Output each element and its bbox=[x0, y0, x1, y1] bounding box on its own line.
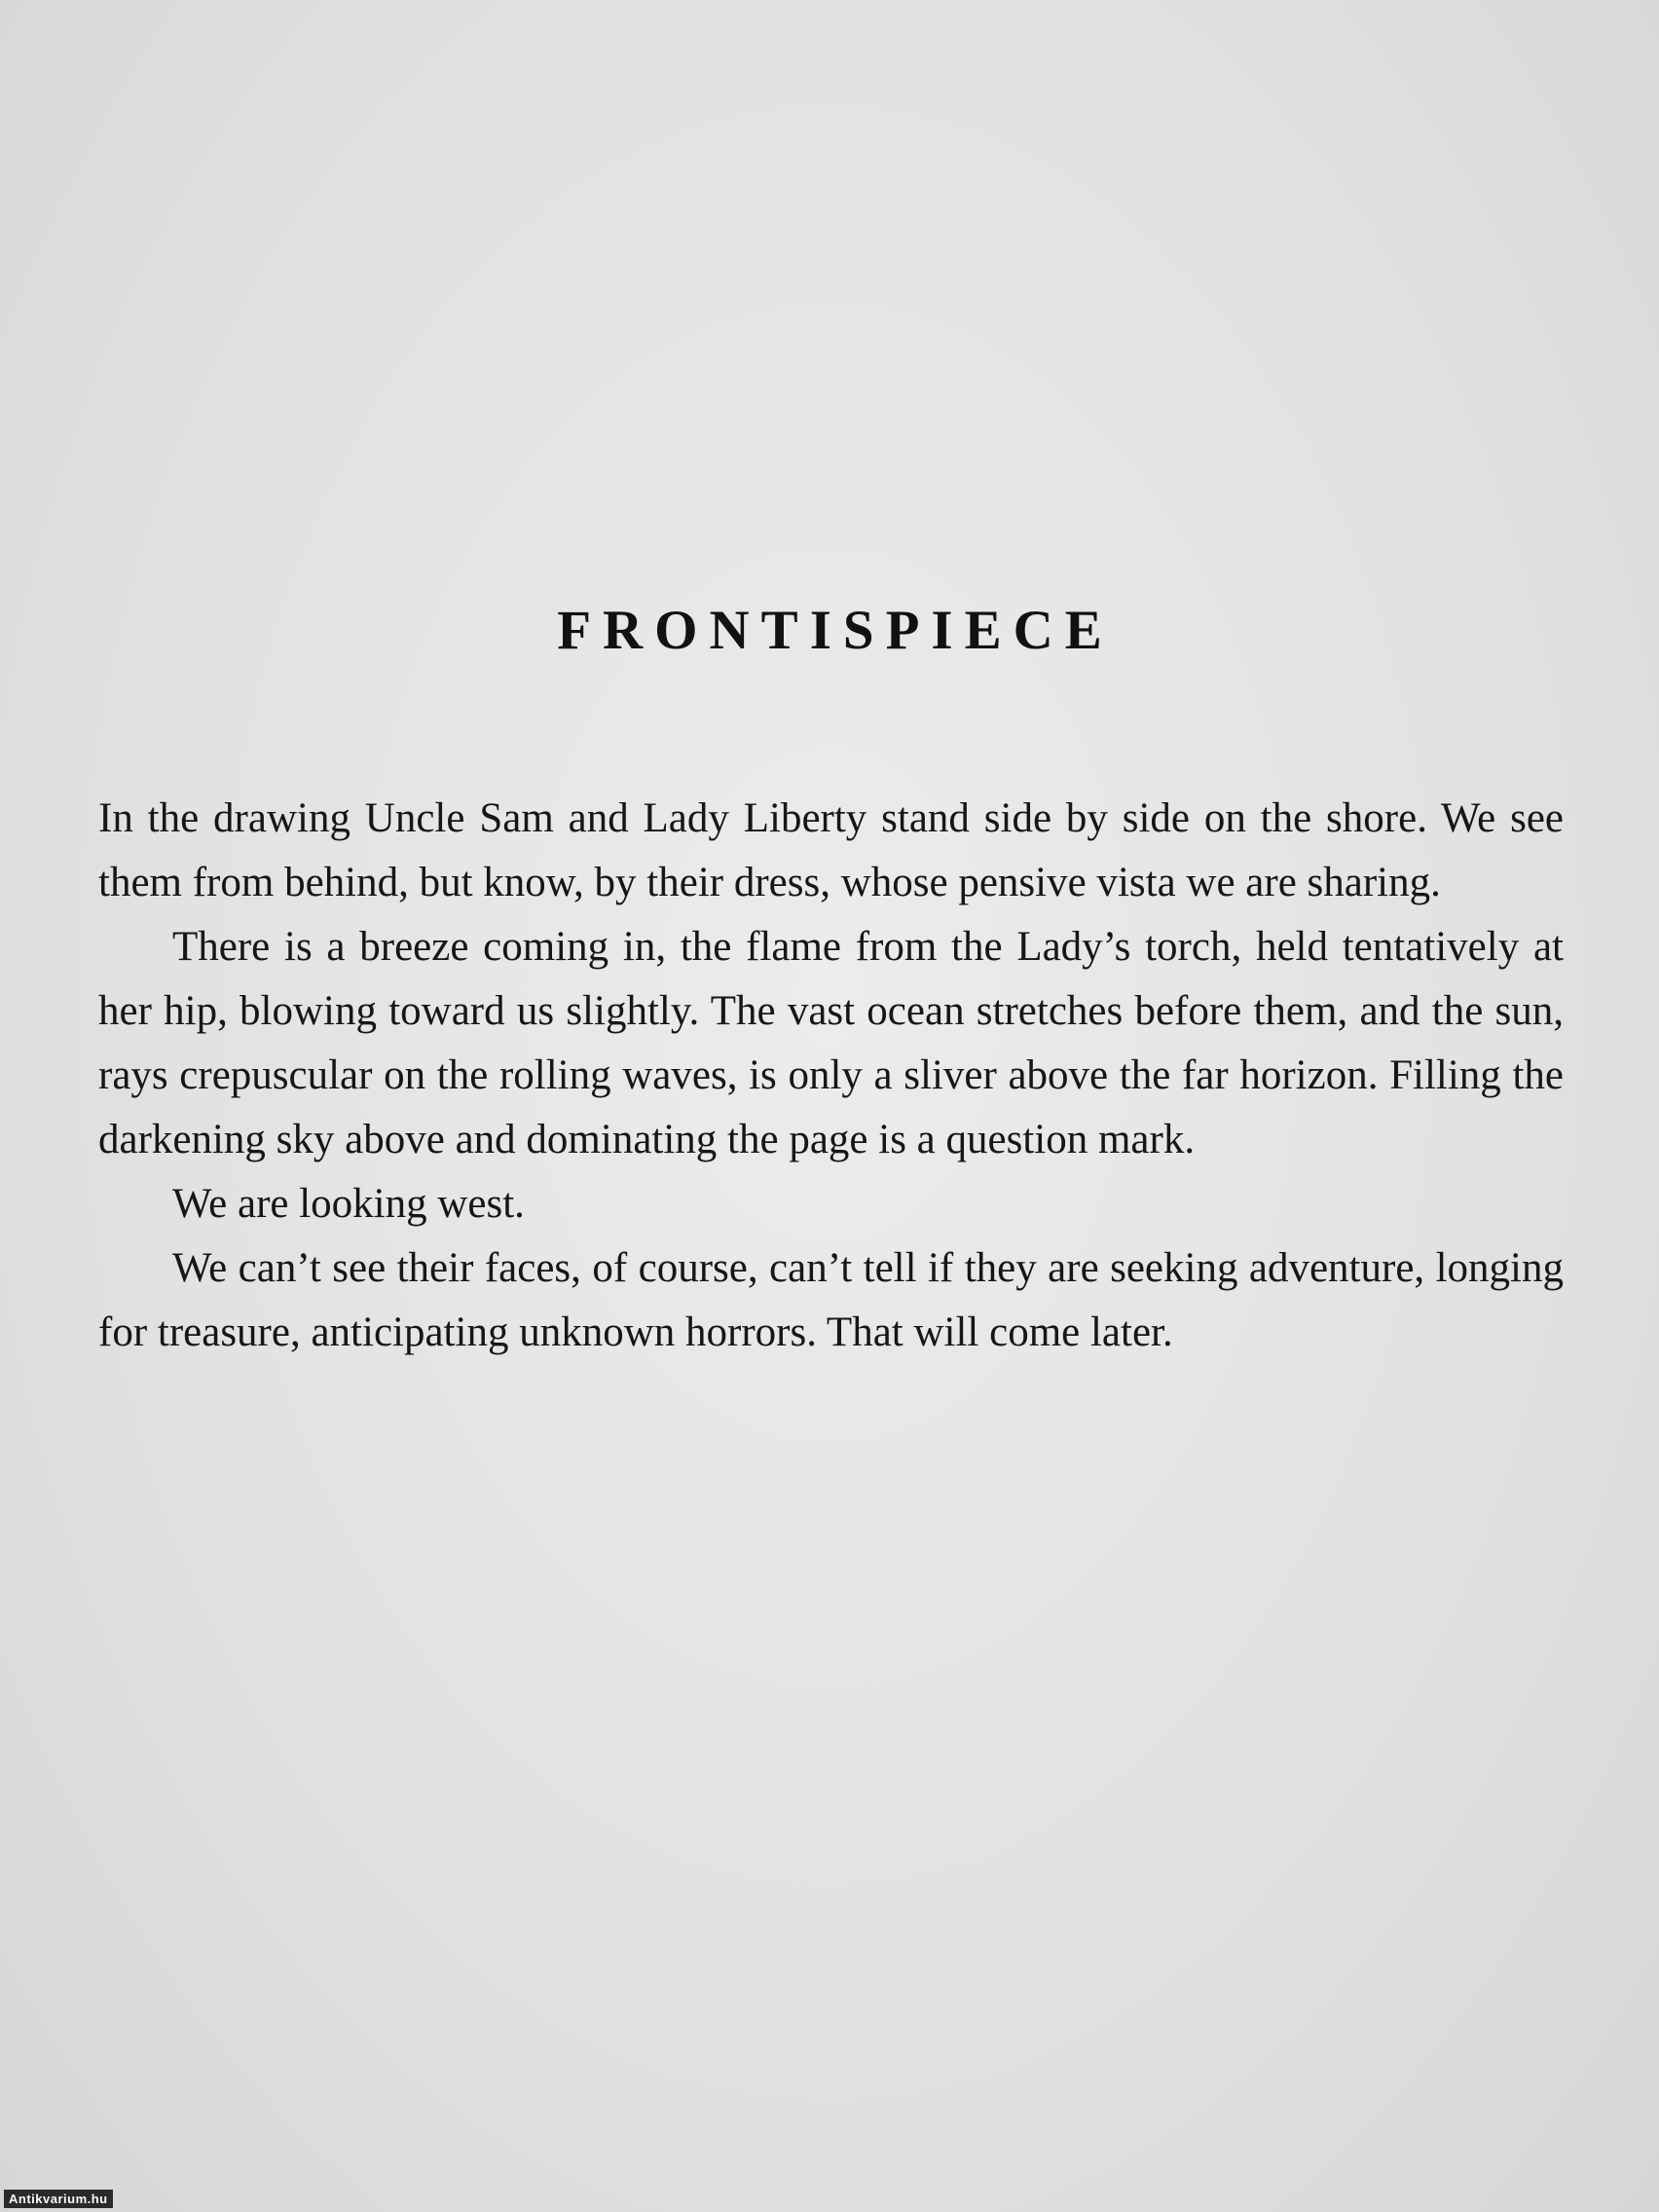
paragraph-2: There is a breeze coming in, the flame from the Lady’s torch, held tentatively at her hip, blowing toward us slightly. The vast ocean stretches before them, and the sun, rays crepuscular on the rolling waves, is only a sliver above the far horizon. Filling the darkening sky above and dominating the page is a question mark. bbox=[98, 924, 1564, 1162]
paragraph-3: We are looking west. bbox=[172, 1181, 525, 1227]
watermark-label: Antikvarium.hu bbox=[4, 2190, 113, 2208]
chapter-heading: FRONTISPIECE bbox=[557, 600, 1114, 661]
paragraph-4: We can’t see their faces, of course, can’t tell if they are seeking adventure, longing for treasure, anticipating unknown horrors. That will come later. bbox=[98, 1245, 1564, 1355]
body-text bbox=[98, 787, 1564, 1365]
paragraph-1: In the drawing Uncle Sam and Lady Liberty stand side by side on the shore. We see them from behind, but know, by their dress, whose pensive vista we are sharing. bbox=[98, 795, 1564, 905]
